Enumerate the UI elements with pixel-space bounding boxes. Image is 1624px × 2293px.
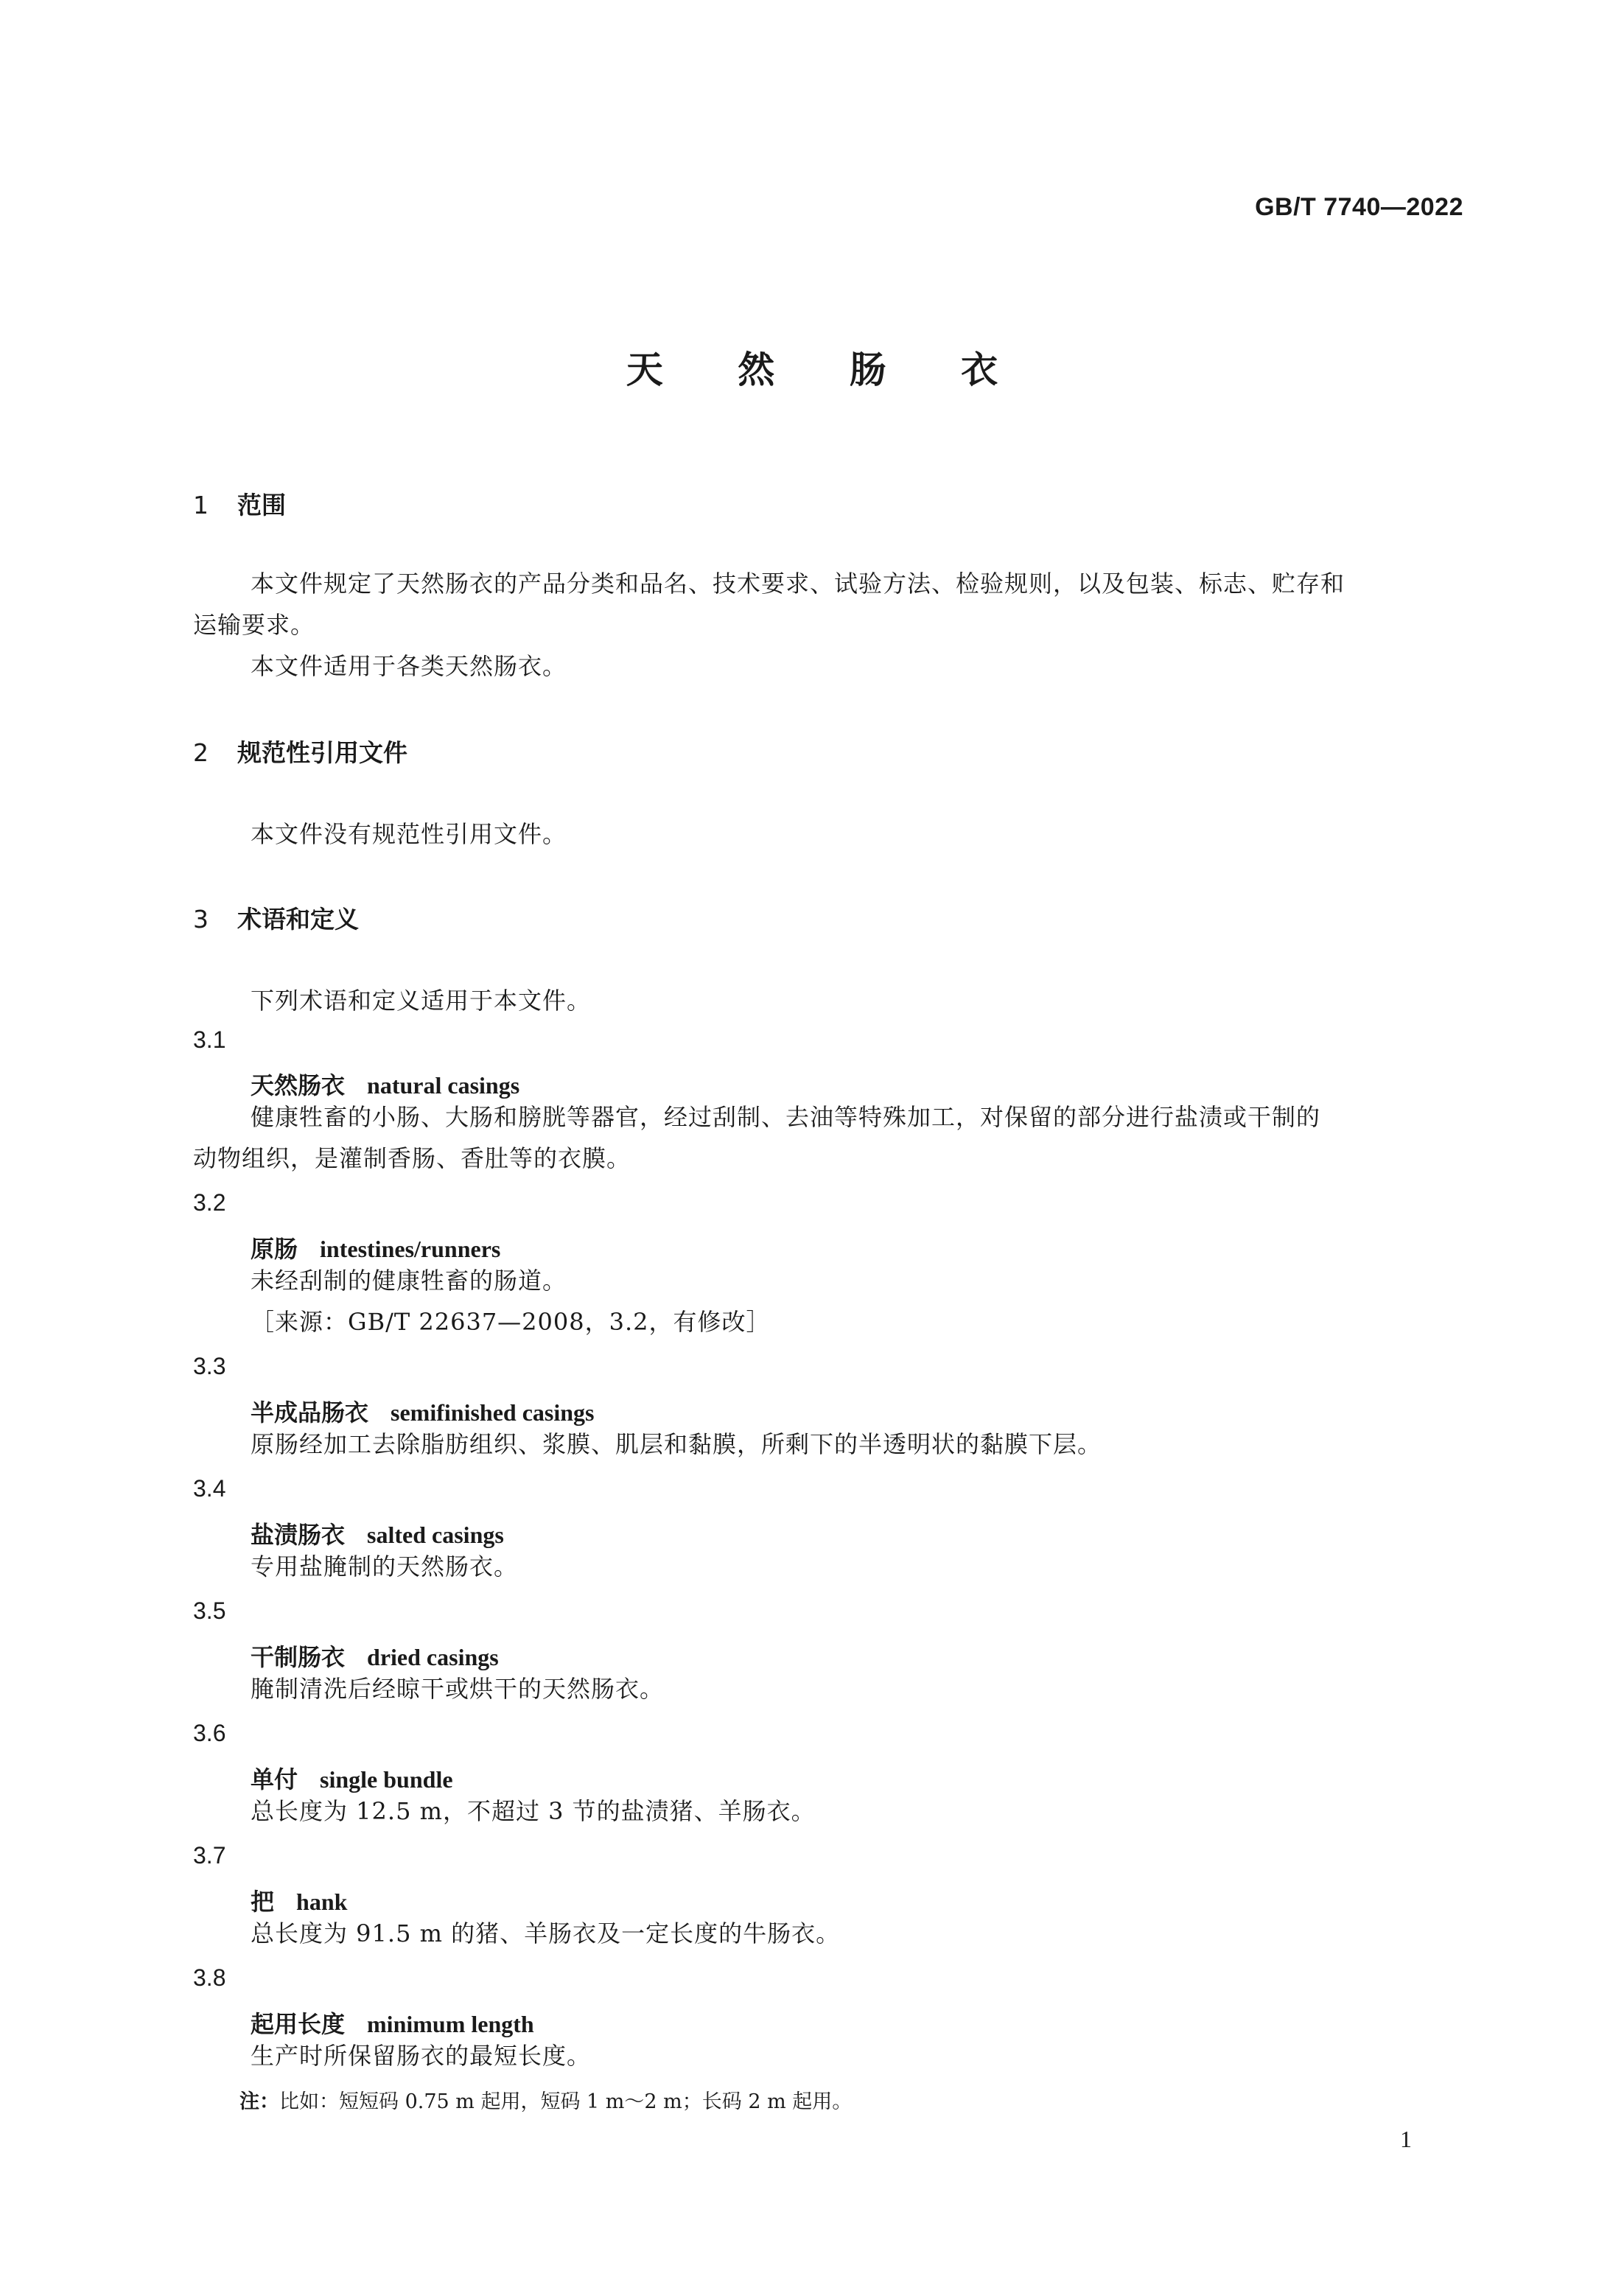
term-number: 3.6	[193, 1720, 226, 1746]
term-en: semifinished casings	[391, 1399, 595, 1426]
section-number: 1	[193, 491, 209, 519]
term-number: 3.2	[193, 1189, 226, 1216]
term-zh: 原肠	[251, 1235, 298, 1263]
document-title: 天 然 肠 衣	[626, 349, 1029, 391]
term-zh: 把	[251, 1888, 275, 1916]
term-number: 3.8	[193, 1964, 226, 1991]
term-definition-cont: 动物组织，是灌制香肠、香肚等的衣膜。	[193, 1144, 631, 1172]
term-en: single bundle	[320, 1766, 453, 1793]
term-definition: 原肠经加工去除脂肪组织、浆膜、肌层和黏膜，所剩下的半透明状的黏膜下层。	[251, 1430, 1102, 1458]
section-title: 术语和定义	[237, 905, 359, 934]
note-text: 比如：短短码 0.75 m 起用，短码 1 m～2 m；长码 2 m 起用。	[279, 2090, 853, 2113]
section-1-heading	[193, 486, 286, 521]
scope-paragraph-line2: 运输要求。	[193, 611, 315, 639]
term-zh: 干制肠衣	[251, 1643, 346, 1671]
term-number: 3.1	[193, 1026, 226, 1053]
normative-ref-paragraph: 本文件没有规范性引用文件。	[251, 820, 567, 848]
term-en: salted casings	[367, 1522, 504, 1548]
term-zh: 起用长度	[251, 2010, 346, 2038]
section-title: 规范性引用文件	[237, 738, 407, 767]
term-en: hank	[296, 1888, 348, 1915]
term-zh: 盐渍肠衣	[251, 1521, 346, 1549]
note-label: 注：	[239, 2090, 279, 2113]
term-en: natural casings	[367, 1072, 520, 1099]
term-zh: 单付	[251, 1765, 298, 1793]
term-zh: 天然肠衣	[251, 1071, 346, 1099]
term-en: dried casings	[367, 1644, 499, 1670]
term-number: 3.4	[193, 1475, 226, 1502]
standard-code: GB/T 7740—2022	[1255, 193, 1463, 221]
section-number: 3	[193, 905, 209, 934]
scope-paragraph-2: 本文件适用于各类天然肠衣。	[251, 652, 567, 680]
term-definition: 未经刮制的健康牲畜的肠道。	[251, 1267, 567, 1295]
term-number: 3.5	[193, 1597, 226, 1624]
term-definition: 生产时所保留肠衣的最短长度。	[251, 2042, 592, 2070]
term-en: intestines/runners	[320, 1236, 501, 1262]
term-number: 3.7	[193, 1842, 226, 1869]
scope-paragraph-line1: 本文件规定了天然肠衣的产品分类和品名、技术要求、试验方法、检验规则，以及包装、标志、贮存和	[251, 570, 1345, 598]
term-definition: 腌制清洗后经晾干或烘干的天然肠衣。	[251, 1675, 665, 1703]
section-3-heading	[193, 900, 359, 935]
term-definition: 总长度为 12.5 m，不超过 3 节的盐渍猪、羊肠衣。	[251, 1797, 816, 1825]
term-definition: 总长度为 91.5 m 的猪、羊肠衣及一定长度的牛肠衣。	[251, 1919, 841, 1947]
section-title: 范围	[237, 491, 286, 519]
section-2-heading	[193, 734, 407, 769]
term-zh: 半成品肠衣	[251, 1398, 369, 1426]
term-note	[239, 2085, 852, 2114]
term-definition: 专用盐腌制的天然肠衣。	[251, 1552, 519, 1580]
section-number: 2	[193, 738, 209, 767]
term-source: ［来源：GB/T 22637—2008，3.2，有修改］	[251, 1308, 771, 1336]
page-number: 1	[1400, 2126, 1412, 2152]
term-number: 3.3	[193, 1353, 226, 1379]
terms-intro: 下列术语和定义适用于本文件。	[251, 987, 592, 1015]
term-en: minimum length	[367, 2011, 534, 2037]
term-definition: 健康牲畜的小肠、大肠和膀胱等器官，经过刮制、去油等特殊加工，对保留的部分进行盐渍或干制的	[251, 1103, 1321, 1131]
